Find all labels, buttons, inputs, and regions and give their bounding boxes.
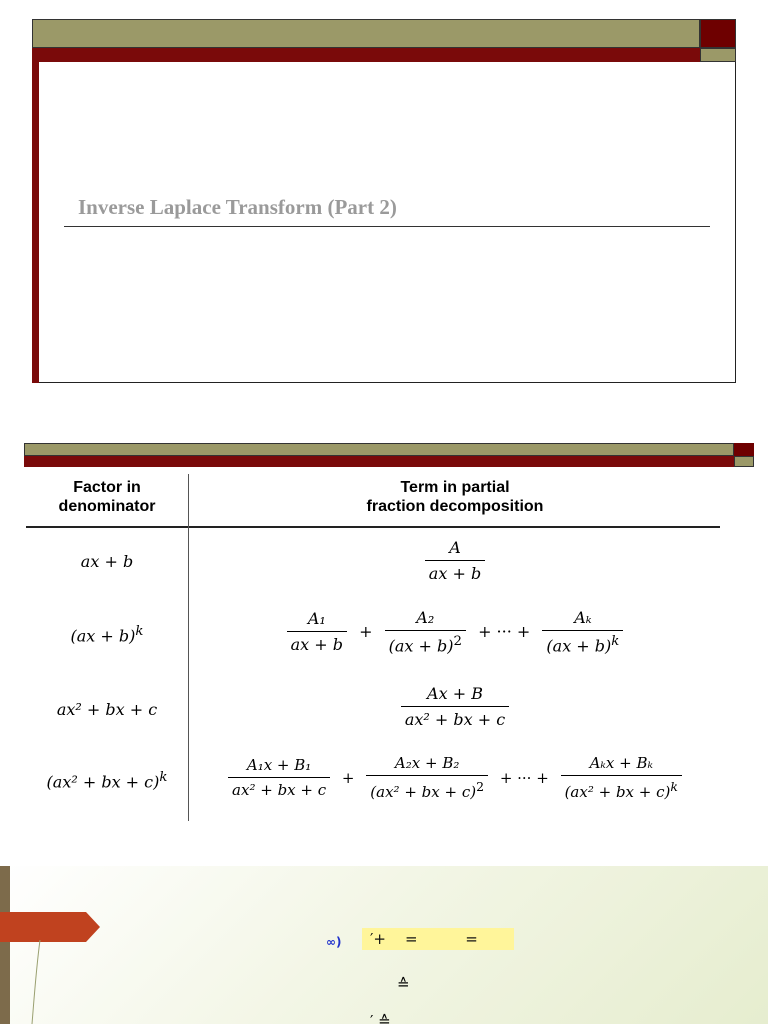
equation-line-3: ′ ≙: [370, 1012, 391, 1030]
plus-operator: +: [359, 622, 373, 642]
title-slide-corner-square-olive: [700, 48, 736, 62]
exponent: k: [670, 779, 678, 794]
numerator: A₂x + B₂: [394, 754, 460, 772]
denominator: (ax² + bx + c): [564, 783, 671, 801]
arrow-tab-shape: [0, 912, 100, 942]
exponent: k: [159, 770, 168, 785]
blue-infinity-text: ∞): [326, 935, 342, 949]
table-header-rule: [26, 526, 720, 528]
table-slide-corner-square-red: [734, 443, 754, 456]
numerator: Aₖx + Bₖ: [589, 754, 653, 772]
third-slide-left-bar: [0, 866, 10, 1024]
column-header-factor: [26, 478, 188, 516]
table-slide-corner-square-olive: [734, 456, 754, 467]
factor-quadratic-repeated: (ax² + bx + c): [46, 772, 160, 792]
numerator: A: [449, 538, 461, 557]
header-term-line2: fraction decomposition: [366, 498, 544, 515]
decorative-stem-lines: [30, 940, 50, 1024]
denominator: (ax + b): [546, 636, 612, 656]
exponent: k: [135, 624, 144, 639]
title-slide-top-bar: [32, 19, 700, 48]
factor-row-3: [26, 700, 188, 719]
title-slide-red-bar: [32, 48, 700, 62]
denominator: (ax + b): [388, 636, 454, 656]
table-slide-top-bar: [24, 443, 734, 456]
equation-line-2: ≙: [397, 975, 410, 993]
column-header-term: [190, 478, 720, 516]
denominator: (ax² + bx + c): [370, 783, 477, 801]
header-term-line1: Term in partial: [400, 479, 510, 496]
fraction: [561, 754, 682, 801]
ellipsis-operator: + ··· +: [478, 622, 531, 642]
header-factor-line1: Factor in: [73, 479, 141, 496]
title-slide-corner-square-red: [700, 19, 736, 48]
denominator: ax² + bx + c: [404, 710, 506, 729]
fraction: [385, 608, 466, 655]
term-row-3: [190, 684, 720, 729]
numerator: Ax + B: [427, 684, 483, 703]
table-slide-red-bar: [24, 456, 734, 467]
title-slide-left-bar: [32, 62, 39, 383]
denominator: ax + b: [290, 635, 344, 655]
numerator: Aₖ: [574, 608, 592, 627]
factor-linear: ax + b: [80, 552, 134, 571]
term-row-4: [190, 754, 720, 801]
fraction: [542, 608, 623, 655]
plus-operator: +: [341, 768, 355, 787]
highlighted-equation-text: ′+ = =: [370, 930, 478, 948]
denominator: ax² + bx + c: [232, 781, 327, 799]
fraction: [401, 684, 509, 729]
slide-title: Inverse Laplace Transform (Part 2): [78, 195, 397, 219]
numerator: A₁: [307, 609, 326, 629]
factor-quadratic: ax² + bx + c: [56, 700, 158, 719]
exponent: 2: [453, 634, 462, 649]
header-factor-line2: denominator: [58, 498, 156, 515]
term-row-1: [190, 538, 720, 583]
factor-linear-repeated: (ax + b): [70, 626, 136, 646]
term-row-2: [190, 608, 720, 655]
fraction: [228, 756, 330, 799]
fraction: [425, 538, 485, 583]
denominator: ax + b: [428, 564, 482, 583]
ellipsis-operator: + ··· +: [499, 768, 549, 787]
fraction: [287, 609, 347, 654]
title-underline: [64, 226, 710, 227]
numerator: A₂: [416, 608, 435, 627]
factor-row-4: [26, 770, 188, 791]
table-column-divider: [188, 474, 189, 821]
factor-row-2: [26, 624, 188, 645]
exponent: k: [611, 634, 620, 649]
factor-row-1: [26, 552, 188, 571]
exponent: 2: [476, 779, 485, 794]
fraction: [366, 754, 488, 801]
numerator: A₁x + B₁: [246, 756, 312, 774]
